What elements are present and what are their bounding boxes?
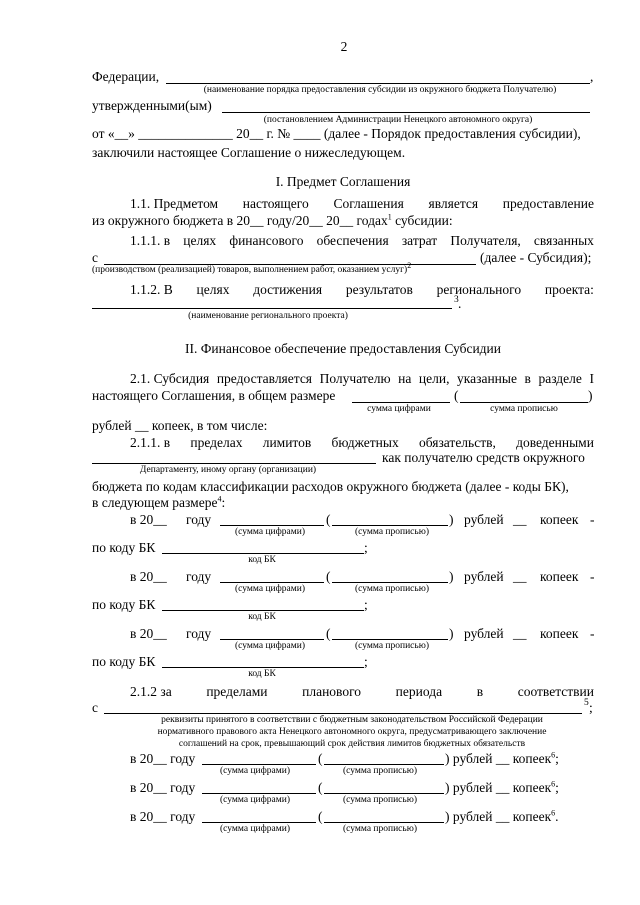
- footnote-6: 6: [551, 779, 556, 789]
- word: планового: [302, 684, 362, 699]
- dash: -: [590, 569, 595, 584]
- p211-line4-text: в следующем размере: [92, 495, 218, 510]
- word: Получателя,: [450, 233, 521, 248]
- colon: :: [221, 495, 226, 510]
- section2-title: II. Финансовое обеспечение предоставления Субсидии: [184, 341, 502, 356]
- caption-words: (сумма прописью): [355, 641, 429, 651]
- word: 2.1. Субсидия: [130, 371, 210, 386]
- rub-word: рублей: [464, 569, 504, 584]
- p212-line1: [130, 685, 594, 699]
- word: соответствии: [517, 684, 594, 699]
- row2-year: в 20__ году: [130, 780, 196, 795]
- row2-digits-blank: [202, 822, 316, 823]
- year-prefix: в 20__: [130, 626, 167, 641]
- caption-digits: (сумма цифрами): [235, 641, 305, 651]
- row2-digits-blank: [202, 764, 316, 765]
- row2-rub-text: ) рублей __ копеек: [445, 751, 552, 766]
- row2-end: .: [555, 809, 559, 824]
- footnote-5: 5: [584, 698, 589, 708]
- word: лимитов: [262, 435, 312, 450]
- row2-year: в 20__ году: [130, 809, 196, 824]
- word: бюджетных: [331, 435, 399, 450]
- footnote-6: 6: [551, 808, 556, 818]
- caption-words: (сумма прописью): [343, 795, 417, 805]
- rub-word: рублей: [464, 626, 504, 641]
- paren-open: (: [326, 512, 331, 527]
- p112-period: .: [458, 296, 462, 311]
- p11-tail: субсидии:: [391, 213, 453, 228]
- p211-line3: бюджета по кодам классификации расходов окружного бюджета (далее - коды БК),: [92, 479, 569, 494]
- year-digits-blank: [220, 639, 324, 640]
- paren-close: ): [449, 626, 454, 641]
- row2-end: ;: [555, 780, 559, 795]
- kop-blank: __: [513, 569, 527, 584]
- year-words-blank: [332, 582, 448, 583]
- approved-label: утвержденными(ым): [92, 98, 212, 113]
- word: целях: [183, 233, 217, 248]
- bk-label: по коду БК: [92, 597, 156, 612]
- p11-line1: [130, 197, 594, 211]
- word: I: [589, 371, 594, 386]
- word: на: [398, 371, 412, 386]
- word: 1.1.2. В: [130, 282, 173, 297]
- caption-decree: (постановлением Администрации Ненецкого автономного округа): [263, 115, 533, 125]
- row2-end: ;: [555, 751, 559, 766]
- caption-words: (сумма прописью): [355, 527, 429, 537]
- year-prefix: в 20__: [130, 512, 167, 527]
- footnote-6: 6: [551, 750, 556, 760]
- caption-requisites-2: нормативного правового акта Ненецкого автономного округа, предусматривающего заключение: [157, 727, 547, 737]
- bk-blank: [162, 667, 364, 668]
- paren-open: (: [318, 809, 323, 824]
- paren-open: (: [326, 569, 331, 584]
- comma: ,: [590, 69, 594, 84]
- caption-sum-digits: сумма цифрами: [367, 404, 431, 414]
- word: цели,: [418, 371, 450, 386]
- year-word: году: [186, 512, 212, 527]
- p211-line1: [130, 436, 594, 450]
- caption-production: [92, 261, 412, 276]
- word: 1.1. Предметом: [130, 196, 219, 211]
- p21-line1: [130, 372, 594, 386]
- row2-year: в 20__ году: [130, 751, 196, 766]
- dash: -: [590, 512, 595, 527]
- word: доведенными: [516, 435, 594, 450]
- row2-words-blank: [324, 822, 444, 823]
- word: Соглашения: [333, 196, 404, 211]
- row2-rub-text: ) рублей __ копеек: [445, 780, 552, 795]
- paren-close: ): [449, 512, 454, 527]
- p212-c: с: [92, 700, 98, 715]
- p111-line1: [130, 234, 594, 248]
- department-blank: [92, 463, 376, 464]
- footnote-4: 4: [217, 494, 222, 504]
- row2-words-blank: [324, 793, 444, 794]
- footnote-1: 1: [387, 212, 392, 222]
- footnote-2: 2: [407, 261, 412, 270]
- concluded-line: заключили настоящее Соглашение о нижеследующем.: [92, 145, 406, 160]
- paren-open: (: [326, 626, 331, 641]
- caption-digits: (сумма цифрами): [220, 766, 290, 776]
- word: в: [476, 684, 484, 699]
- kop-word: копеек: [540, 569, 579, 584]
- section1-title: I. Предмет Соглашения: [275, 174, 411, 189]
- caption-order: (наименование порядка предоставления субсидии из окружного бюджета Получателю): [203, 85, 557, 95]
- year-words-blank: [332, 525, 448, 526]
- caption-words: (сумма прописью): [343, 766, 417, 776]
- footnote-3: 3: [454, 295, 459, 305]
- caption-requisites-1: реквизиты принятого в соответствии с бюджетным законодательством Российской Федерации: [161, 715, 543, 725]
- order-name-blank: [166, 83, 590, 84]
- paren-close: ): [588, 388, 593, 403]
- word: пределами: [206, 684, 268, 699]
- year-digits-blank: [220, 525, 324, 526]
- bk-blank: [162, 610, 364, 611]
- caption-digits: (сумма цифрами): [235, 584, 305, 594]
- p11-line2: [92, 214, 453, 228]
- word: в: [524, 371, 531, 386]
- word: регионального: [436, 282, 522, 297]
- total-words-blank: [460, 402, 588, 403]
- word: 1.1.1. в: [130, 233, 171, 248]
- p21-line2: настоящего Соглашения, в общем размере: [92, 388, 336, 403]
- p11-text: из окружного бюджета в 20__ году/20__ 20__ годах: [92, 213, 388, 228]
- paren-open: (: [454, 388, 459, 403]
- year-prefix: в 20__: [130, 569, 167, 584]
- rub-word: рублей: [464, 512, 504, 527]
- word: 2.1.2 за: [130, 684, 172, 699]
- year-word: году: [186, 626, 212, 641]
- paren-open: (: [318, 751, 323, 766]
- decree-blank: [222, 112, 590, 113]
- caption-project: (наименование регионального проекта): [188, 311, 348, 321]
- word: является: [428, 196, 479, 211]
- semicolon: ;: [364, 540, 368, 555]
- word: 2.1.1. в: [130, 435, 171, 450]
- bk-label: по коду БК: [92, 540, 156, 555]
- paren-close: ): [449, 569, 454, 584]
- caption-bk: код БК: [248, 555, 276, 565]
- kop-blank: __: [513, 626, 527, 641]
- dash: -: [590, 626, 595, 641]
- p21-line3: рублей __ копеек, в том числе:: [92, 418, 268, 433]
- total-digits-blank: [352, 402, 450, 403]
- requisites-blank: [104, 713, 582, 714]
- caption-digits: (сумма цифрами): [220, 824, 290, 834]
- word: обязательств,: [418, 435, 496, 450]
- caption-requisites-3: соглашений на срок, превышающий срок действия лимитов бюджетных обязательств: [178, 739, 526, 749]
- word: достижения: [253, 282, 323, 297]
- caption-production-text: (производством (реализацией) товаров, выполнением работ, оказанием услуг): [92, 265, 408, 276]
- caption-bk: код БК: [248, 612, 276, 622]
- row2-rub: [445, 781, 559, 795]
- semicolon: ;: [364, 654, 368, 669]
- year-word: году: [186, 569, 212, 584]
- p111-tail: (далее - Субсидия);: [480, 250, 592, 265]
- federation-label: Федерации,: [92, 69, 160, 84]
- row2-words-blank: [324, 764, 444, 765]
- p211-tail: как получателю средств окружного: [382, 450, 585, 465]
- paren-open: (: [318, 780, 323, 795]
- bk-blank: [162, 553, 364, 554]
- word: разделе: [538, 371, 582, 386]
- word: затрат: [401, 233, 438, 248]
- semicolon: ;: [589, 700, 593, 715]
- p111-c: с: [92, 250, 98, 265]
- word: связанных: [533, 233, 594, 248]
- row2-digits-blank: [202, 793, 316, 794]
- semicolon: ;: [364, 597, 368, 612]
- project-blank: [92, 308, 452, 309]
- caption-digits: (сумма цифрами): [235, 527, 305, 537]
- row2-rub: [445, 810, 559, 824]
- page-number: 2: [340, 39, 348, 54]
- word: проекта:: [544, 282, 594, 297]
- caption-department: Департаменту, иному органу (организации): [139, 465, 317, 475]
- caption-words: (сумма прописью): [355, 584, 429, 594]
- year-words-blank: [332, 639, 448, 640]
- word: периода: [395, 684, 443, 699]
- year-digits-blank: [220, 582, 324, 583]
- kop-word: копеек: [540, 626, 579, 641]
- word: результатов: [345, 282, 413, 297]
- row2-rub-text: ) рублей __ копеек: [445, 809, 552, 824]
- caption-bk: код БК: [248, 669, 276, 679]
- word: Получателю: [319, 371, 391, 386]
- word: пределах: [190, 435, 243, 450]
- caption-digits: (сумма цифрами): [220, 795, 290, 805]
- bk-label: по коду БК: [92, 654, 156, 669]
- word: предоставление: [502, 196, 594, 211]
- from-date-line: от «__» ______________ 20__ г. № ____ (далее - Порядок предоставления субсидии),: [92, 126, 581, 141]
- word: обеспечения: [316, 233, 389, 248]
- caption-words: (сумма прописью): [343, 824, 417, 834]
- word: финансового: [229, 233, 304, 248]
- word: целях: [196, 282, 230, 297]
- row2-rub: [445, 752, 559, 766]
- p112-line1: [130, 283, 594, 297]
- word: указанные: [457, 371, 517, 386]
- word: настоящего: [242, 196, 309, 211]
- kop-blank: __: [513, 512, 527, 527]
- p211-line4: [92, 496, 225, 510]
- word: предоставляется: [216, 371, 313, 386]
- caption-sum-words: сумма прописью: [490, 404, 558, 414]
- kop-word: копеек: [540, 512, 579, 527]
